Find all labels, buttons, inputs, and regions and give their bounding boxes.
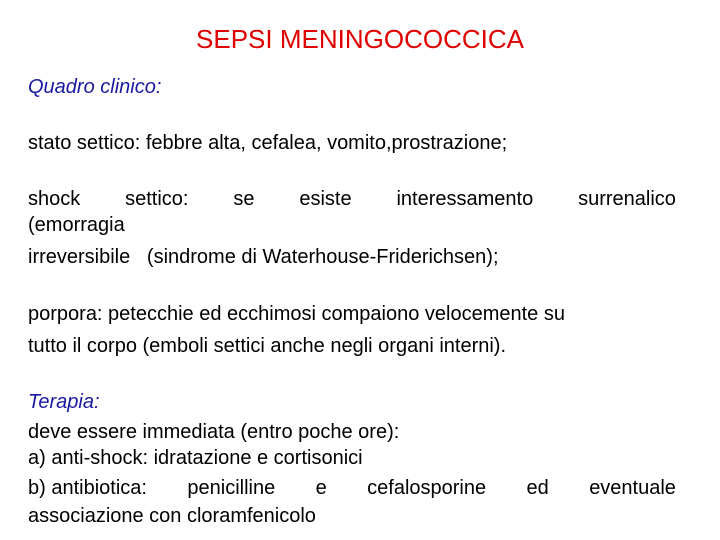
therapy-line-3 bbox=[28, 475, 676, 501]
shock-word: settico: bbox=[125, 188, 189, 210]
shock-line-3: irreversibile (sindrome di Waterhouse-Friderichsen); bbox=[28, 246, 499, 268]
therapy-word: cefalosporine bbox=[367, 477, 487, 499]
shock-word: se bbox=[233, 188, 255, 210]
slide-title: SEPSI MENINGOCOCCICA bbox=[196, 24, 524, 54]
shock-word: surrenalico bbox=[578, 188, 676, 210]
therapy-word: penicilline bbox=[187, 477, 276, 499]
clinical-heading: Quadro clinico: bbox=[28, 76, 162, 98]
therapy-word: eventuale bbox=[589, 477, 676, 499]
therapy-heading: Terapia: bbox=[28, 391, 100, 413]
shock-line-2: (emorragia bbox=[28, 214, 125, 236]
shock-line-1 bbox=[28, 186, 676, 212]
therapy-line-1: deve essere immediata (entro poche ore): bbox=[28, 421, 400, 443]
shock-word: esiste bbox=[299, 188, 352, 210]
shock-word: shock bbox=[28, 188, 81, 210]
therapy-word: e bbox=[315, 477, 327, 499]
therapy-word: ed bbox=[526, 477, 549, 499]
therapy-line-2: a) anti-shock: idratazione e cortisonici bbox=[28, 447, 363, 469]
septic-state-text: stato settico: febbre alta, cefalea, vomito,prostrazione; bbox=[28, 132, 508, 154]
shock-word: interessamento bbox=[396, 188, 534, 210]
purpura-line-1: porpora: petecchie ed ecchimosi compaiono velocemente su bbox=[28, 303, 565, 325]
purpura-line-2: tutto il corpo (emboli settici anche negli organi interni). bbox=[28, 335, 507, 357]
therapy-line-4: associazione con cloramfenicolo bbox=[28, 505, 316, 527]
therapy-word: b) antibiotica: bbox=[28, 477, 147, 499]
